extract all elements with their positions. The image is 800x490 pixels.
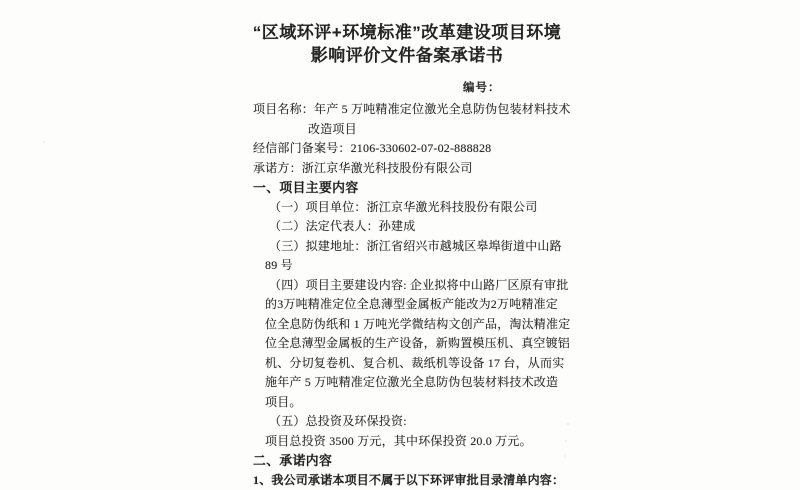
line-project-name-2: 改造项目 [308,121,357,136]
section1-item3-address-2: 89 号 [265,258,293,272]
section1-item1-project-unit: （一）项目单位：浙江京华激光科技股份有限公司 [269,199,538,214]
scan-noise-specks [567,423,569,425]
section2-item1-commitment: 1、我公司承诺本项目不属于以下环评审批目录清单内容： [253,472,565,487]
section1-item5-investment-1: （五）总投资及环保投资: [269,414,407,428]
section1-heading: 一、项目主要内容 [253,180,359,195]
serial-number-row [463,79,571,95]
section1-item2-legal-rep: （二）法定代表人：孙建成 [269,219,416,233]
line-project-name-1: 项目名称：年产 5 万吨精准定位激光全息防伪包装材料技术 [253,102,571,116]
section1-item4-content-7: 项目。 [265,394,302,409]
section1-item4-content-5: 机、分切复卷机、复合机、裁纸机等设备 17 台，从而实 [265,355,565,370]
section2-heading: 二、承诺内容 [253,453,333,468]
serial-number-label: 编号： [463,82,501,94]
line-filing-number: 经信部门备案号：2106-330602-07-02-888828 [253,141,492,155]
document-title-line2: 影响评价文件备案承诺书 [310,45,504,65]
section1-item4-content-1: （四）项目主要建设内容: 企业拟将中山路厂区原有审批 [269,277,569,292]
section1-item4-content-2: 的3万吨精准定位全息薄型金属板产能改为2万吨精准定 [265,297,559,311]
section1-item5-investment-2: 项目总投资 3500 万元，其中环保投资 20.0 万元。 [265,433,532,448]
section1-item4-content-6: 施年产 5 万吨精准定位激光全息防伪包装材料技术改造 [265,375,559,389]
document-body [253,100,571,490]
section1-item4-content-3: 位全息防伪纸和 1 万吨光学微结构文创产品，淘汰精准定 [265,316,571,331]
line-promisor: 承诺方：浙江京华激光科技股份有限公司 [253,160,473,175]
section1-item4-content-4: 位全息薄型金属板的生产设备，新购置模压机、真空镀铝 [265,336,571,350]
document-title-line1: “区域环评+环境标准”改革建设项目环境 [252,23,562,42]
document-title [250,22,564,67]
section1-item3-address-1: （三）拟建地址：浙江省绍兴市越城区皋埠街道中山路 [269,238,562,253]
